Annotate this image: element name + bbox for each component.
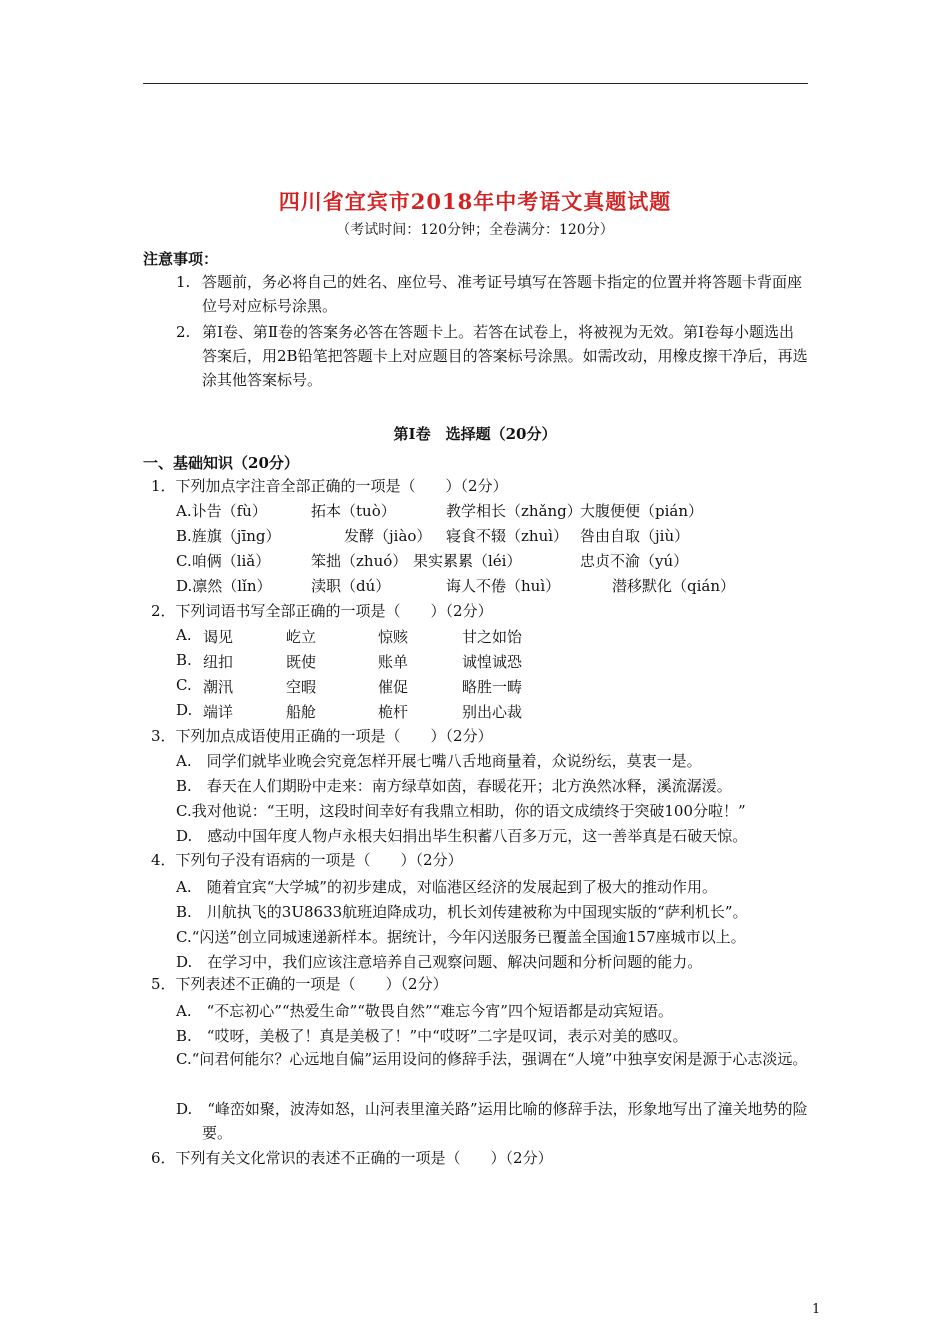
q2-word: 船舱: [286, 703, 317, 721]
question-6-stem: 6．下列有关文化常识的表述不正确的一项是（ ）（2分）: [151, 1149, 553, 1167]
q3-option: B. 春天在人们期盼中走来：南方绿草如茵，春暖花开；北方涣然冰释，溪流潺湲。: [176, 777, 732, 795]
q5-option: [176, 1097, 808, 1145]
note-number: 1.: [176, 273, 191, 291]
q1-option: 寝食不辍（zhuì）: [446, 527, 569, 545]
q1-option: 诲人不倦（huì）: [446, 577, 561, 595]
q2-word: 甘之如饴: [462, 628, 523, 646]
q1-option: 发酵（jiào）: [344, 527, 432, 545]
q2-word: 端详: [203, 703, 234, 721]
q2-option-letter: A.: [176, 626, 192, 644]
question-2-stem: 2．下列词语书写全部正确的一项是（ ）（2分）: [151, 602, 493, 620]
section-heading: 一、基础知识（20分）: [143, 454, 299, 472]
q1-option: 大腹便便（pián）: [580, 502, 704, 520]
q2-word: 潮汛: [203, 678, 234, 696]
part-title: 第Ⅰ卷 选择题（20分）: [393, 425, 557, 443]
q1-option: 潜移默化（qián）: [612, 577, 736, 595]
exam-info: （考试时间：120分钟；全卷满分：120分）: [336, 222, 614, 238]
question-4-stem: 4．下列句子没有语病的一项是（ ）（2分）: [151, 851, 463, 869]
q2-option-letter: B.: [176, 651, 192, 669]
note-item: [176, 320, 808, 392]
q1-option: 渎职（dú）: [311, 577, 391, 595]
q5-option-text: C.“问君何能尔？心远地自偏”运用设问的修辞手法，强调在“人境”中独享安闲是源于心志淡远。: [176, 1050, 808, 1068]
q2-word: 桅杆: [378, 703, 409, 721]
q1-option: 拓本（tuò）: [311, 502, 396, 520]
q5-option: B. “哎呀，美极了！真是美极了！”中“哎呀”二字是叹词，表示对美的感叹。: [176, 1027, 688, 1045]
question-3-stem: 3．下列加点成语使用正确的一项是（ ）（2分）: [151, 727, 493, 745]
q1-option: A.讣告（fù）: [176, 502, 267, 520]
q1-option: B.旌旗（jīng）: [176, 527, 281, 545]
q2-word: 既使: [286, 653, 317, 671]
q2-word: 空暇: [286, 678, 317, 696]
q2-word: 屹立: [286, 628, 317, 646]
q4-option: B. 川航执飞的3U8633航班迫降成功，机长刘传建被称为中国现实版的“萨利机长”。: [176, 903, 748, 921]
q3-option: D. 感动中国年度人物卢永根夫妇捐出毕生积蓄八百多万元，这一善举真是石破天惊。: [176, 827, 748, 845]
q2-word: 谒见: [203, 628, 234, 646]
q5-option: A. “不忘初心”“热爱生命”“敬畏自然”“难忘今宵”四个短语都是动宾短语。: [176, 1002, 673, 1020]
q1-option: 教学相长（zhǎng）: [446, 502, 582, 520]
q1-option: 咎由自取（jiù）: [580, 527, 690, 545]
q1-option: 果实累累（léi）: [413, 552, 522, 570]
q4-option: A. 随着宜宾“大学城”的初步建成，对临港区经济的发展起到了极大的推动作用。: [176, 878, 717, 896]
q1-option: C.咱俩（liǎ）: [176, 552, 271, 570]
q4-option: D. 在学习中，我们应该注意培养自己观察问题、解决问题和分析问题的能力。: [176, 953, 703, 971]
q2-word: 诚惶诚恐: [462, 653, 523, 671]
header-rule: [143, 83, 808, 84]
q3-option: C.我对他说：“王明，这段时间幸好有我鼎立相助，你的语文成绩终于突破100分啦！”: [176, 802, 746, 820]
q4-option: C.“闪送”创立同城速递新样本。据统计，今年闪送服务已覆盖全国逾157座城市以上。: [176, 928, 746, 946]
question-5-stem: 5．下列表述不正确的一项是（ ）（2分）: [151, 975, 448, 993]
q2-word: 略胜一畴: [462, 678, 523, 696]
page-title: 四川省宜宾市2018年中考语文真题试题: [278, 189, 672, 214]
note-number: 2.: [176, 323, 191, 341]
q2-word: 惊赅: [378, 628, 409, 646]
q2-word: 催促: [378, 678, 409, 696]
note-item: [176, 270, 808, 318]
note-text: 答题前，务必将自己的姓名、座位号、准考证号填写在答题卡指定的位置并将答题卡背面座位号对应标号涂黑。: [202, 273, 803, 315]
q2-word: 纽扣: [203, 653, 234, 671]
q2-option-letter: D.: [176, 701, 193, 719]
q2-word: 别出心裁: [462, 703, 523, 721]
q5-option: [176, 1047, 808, 1071]
question-1-stem: 1．下列加点字注音全部正确的一项是（ ）（2分）: [151, 477, 508, 495]
q2-word: 账单: [378, 653, 409, 671]
q1-option: D.凛然（lǐn）: [176, 577, 272, 595]
q1-option: 忠贞不渝（yú）: [580, 552, 689, 570]
q3-option: A. 同学们就毕业晚会究竟怎样开展七嘴八舌地商量着，众说纷纭，莫衷一是。: [176, 752, 702, 770]
page-number: 1: [812, 1302, 821, 1317]
notes-heading: 注意事项：: [143, 250, 219, 268]
q1-option: 笨拙（zhuó）: [311, 552, 408, 570]
q2-option-letter: C.: [176, 676, 192, 694]
q5-option-text: D. “峰峦如聚，波涛如怒，山河表里潼关路”运用比喻的修辞手法，形象地写出了潼关地势的险要。: [176, 1100, 808, 1142]
note-text: 第Ⅰ卷、第Ⅱ卷的答案务必答在答题卡上。若答在试卷上，将被视为无效。第Ⅰ卷每小题选出答案后，用2B铅笔把答题卡上对应题目的答案标号涂黑。如需改动，用橡皮擦干净后，再选涂其他答案标号。: [202, 323, 808, 389]
